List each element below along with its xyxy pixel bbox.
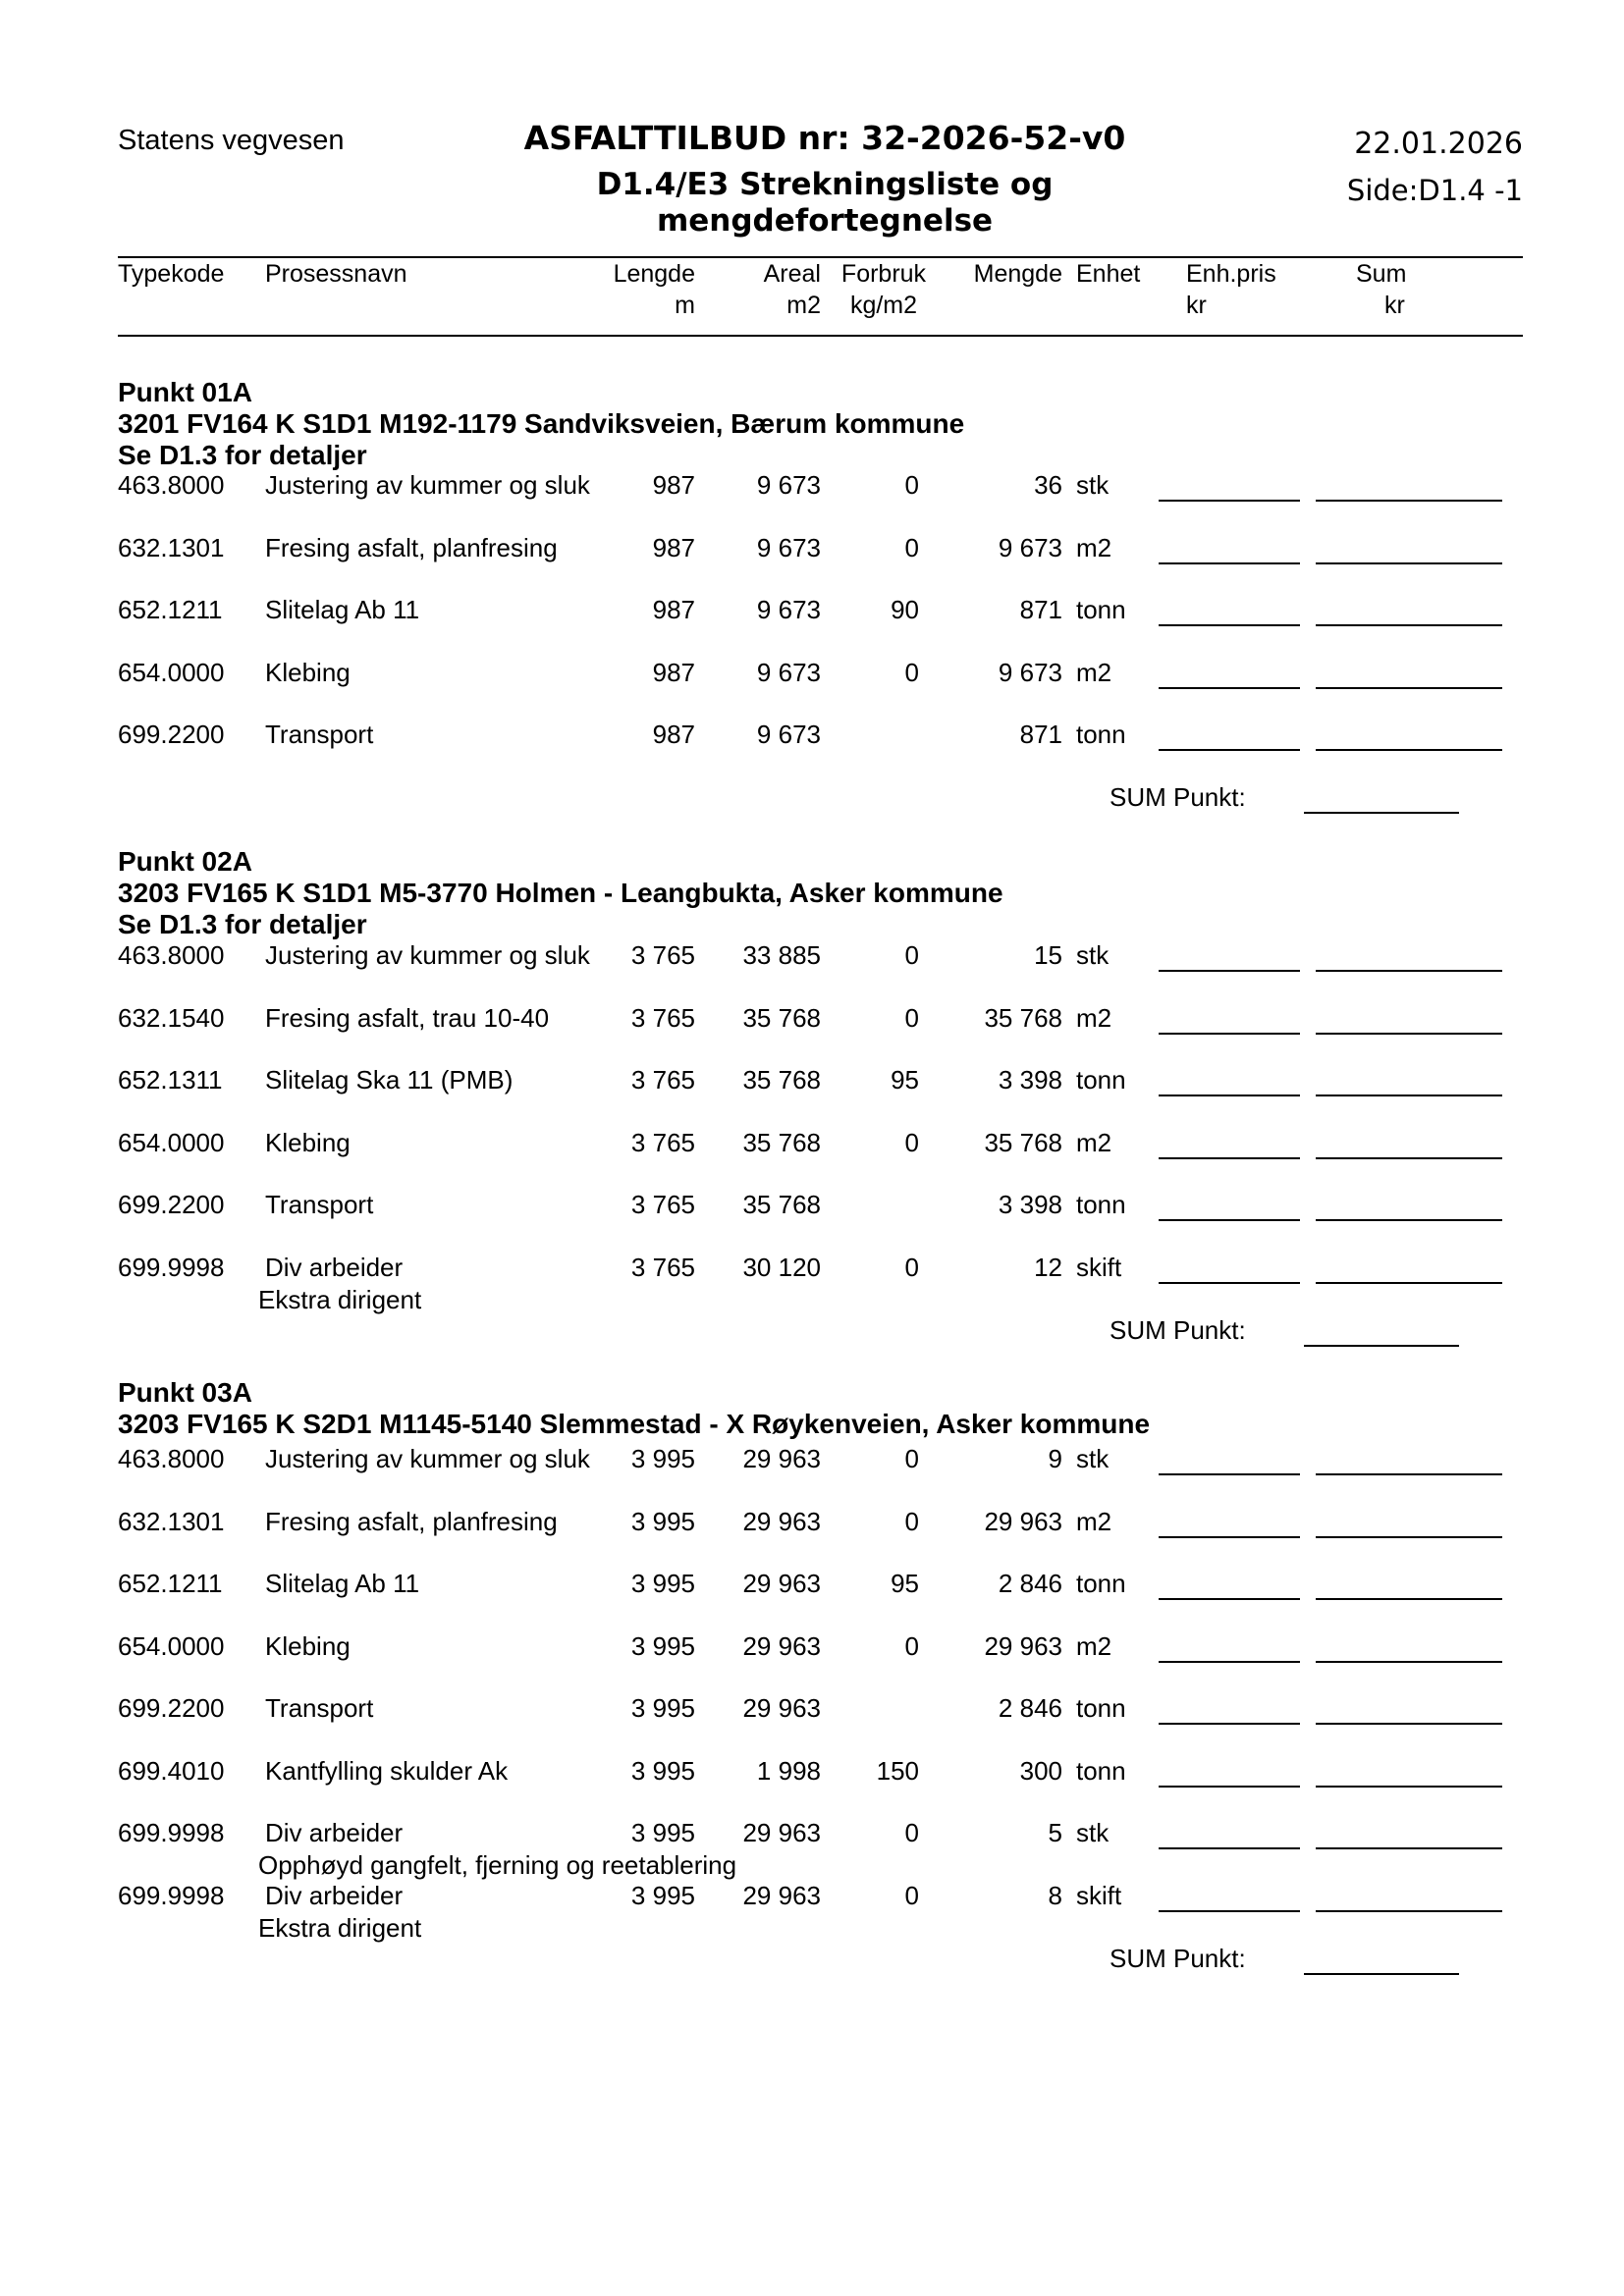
table-row bbox=[0, 1818, 1624, 1851]
item-code: 654.0000 bbox=[118, 1127, 225, 1157]
unit-price-blank[interactable] bbox=[1159, 1282, 1300, 1284]
item-enhet: skift bbox=[1076, 1880, 1122, 1910]
sum-blank[interactable] bbox=[1316, 749, 1502, 751]
col-enhpris: Enh.pris bbox=[1186, 260, 1276, 288]
detail-reference: Se D1.3 for detaljer bbox=[118, 440, 367, 470]
item-name: Slitelag Ska 11 (PMB) bbox=[265, 1065, 514, 1095]
route-description: 3203 FV165 K S2D1 M1145-5140 Slemmestad - X Røykenveien, Asker kommune bbox=[118, 1409, 1151, 1439]
sum-blank[interactable] bbox=[1316, 624, 1502, 626]
unit-price-blank[interactable] bbox=[1159, 1723, 1300, 1725]
sum-punkt-label: SUM Punkt: bbox=[1110, 1315, 1246, 1345]
item-code: 699.9998 bbox=[118, 1880, 225, 1910]
table-row bbox=[0, 1190, 1624, 1223]
unit-price-blank[interactable] bbox=[1159, 1095, 1300, 1096]
table-row bbox=[0, 1003, 1624, 1037]
item-name: Klebing bbox=[265, 1127, 351, 1157]
item-areal: 29 963 bbox=[742, 1569, 821, 1598]
table-row bbox=[0, 1128, 1624, 1161]
organization-name: Statens vegvesen bbox=[118, 125, 345, 156]
item-lengde: 987 bbox=[652, 532, 695, 562]
table-row bbox=[0, 1507, 1624, 1540]
document-subtitle-line1: D1.4/E3 Strekningsliste og bbox=[596, 167, 1054, 202]
item-mengde: 3 398 bbox=[998, 1190, 1062, 1219]
sum-blank[interactable] bbox=[1316, 1786, 1502, 1788]
item-mengde: 12 bbox=[1034, 1252, 1062, 1282]
table-row bbox=[0, 720, 1624, 753]
item-forbruk: 90 bbox=[891, 595, 919, 624]
sum-punkt-label: SUM Punkt: bbox=[1110, 1944, 1246, 1973]
item-lengde: 3 995 bbox=[630, 1755, 695, 1786]
punkt-heading: Punkt 02A bbox=[118, 846, 252, 877]
item-forbruk: 0 bbox=[904, 1880, 919, 1910]
item-forbruk: 0 bbox=[904, 1252, 919, 1282]
item-lengde: 3 765 bbox=[630, 1252, 695, 1282]
col-mengde: Mengde bbox=[973, 260, 1062, 288]
item-code: 652.1211 bbox=[118, 595, 223, 624]
item-code: 699.2200 bbox=[118, 1190, 225, 1219]
punkt-heading: Punkt 01A bbox=[118, 377, 252, 407]
sum-blank[interactable] bbox=[1316, 1723, 1502, 1725]
item-areal: 9 673 bbox=[756, 657, 821, 687]
item-enhet: m2 bbox=[1076, 1127, 1112, 1157]
item-name: Fresing asfalt, planfresing bbox=[265, 1506, 558, 1536]
item-enhet: tonn bbox=[1076, 720, 1126, 749]
col-forbruk-unit: kg/m2 bbox=[849, 292, 918, 319]
table-row bbox=[0, 1253, 1624, 1286]
item-forbruk: 0 bbox=[904, 532, 919, 562]
item-areal: 1 998 bbox=[756, 1755, 821, 1786]
unit-price-blank[interactable] bbox=[1159, 749, 1300, 751]
item-note: Opphøyd gangfelt, fjerning og reetablering bbox=[258, 1850, 737, 1880]
item-enhet: tonn bbox=[1076, 1190, 1126, 1219]
unit-price-blank[interactable] bbox=[1159, 1473, 1300, 1475]
document-title: ASFALTTILBUD nr: 32-2026-52-v0 bbox=[523, 119, 1126, 157]
item-mengde: 15 bbox=[1034, 940, 1062, 970]
item-enhet: skift bbox=[1076, 1252, 1122, 1282]
item-lengde: 987 bbox=[652, 657, 695, 687]
item-forbruk: 0 bbox=[904, 1506, 919, 1536]
item-name: Transport bbox=[265, 1693, 374, 1723]
sum-blank[interactable] bbox=[1316, 1598, 1502, 1600]
item-mengde: 35 768 bbox=[984, 1002, 1062, 1033]
unit-price-blank[interactable] bbox=[1159, 1598, 1300, 1600]
unit-price-blank[interactable] bbox=[1159, 1219, 1300, 1221]
item-code: 699.9998 bbox=[118, 1818, 225, 1847]
sum-blank[interactable] bbox=[1316, 1661, 1502, 1663]
item-name: Div arbeider bbox=[265, 1818, 404, 1847]
item-forbruk: 150 bbox=[876, 1755, 919, 1786]
detail-reference: Se D1.3 for detaljer bbox=[118, 909, 367, 939]
document-date: 22.01.2026 bbox=[1354, 127, 1523, 161]
sum-blank[interactable] bbox=[1316, 687, 1502, 689]
unit-price-blank[interactable] bbox=[1159, 500, 1300, 502]
item-name: Kantfylling skulder Ak bbox=[265, 1755, 509, 1786]
unit-price-blank[interactable] bbox=[1159, 1847, 1300, 1849]
unit-price-blank[interactable] bbox=[1159, 1786, 1300, 1788]
document-subtitle-line2: mengdefortegnelse bbox=[656, 203, 994, 239]
col-enhet: Enhet bbox=[1076, 260, 1141, 288]
item-lengde: 3 995 bbox=[630, 1569, 695, 1598]
item-enhet: m2 bbox=[1076, 657, 1112, 687]
col-forbruk: Forbruk bbox=[840, 260, 927, 288]
table-row bbox=[0, 1693, 1624, 1727]
item-name: Slitelag Ab 11 bbox=[265, 595, 420, 624]
item-code: 632.1301 bbox=[118, 1506, 225, 1536]
item-enhet: tonn bbox=[1076, 1693, 1126, 1723]
item-name: Klebing bbox=[265, 657, 351, 687]
item-enhet: m2 bbox=[1076, 1506, 1112, 1536]
col-areal: Areal bbox=[763, 260, 821, 288]
item-areal: 29 963 bbox=[742, 1444, 821, 1473]
item-lengde: 3 765 bbox=[630, 1002, 695, 1033]
item-lengde: 3 995 bbox=[630, 1818, 695, 1847]
item-name: Slitelag Ab 11 bbox=[265, 1569, 420, 1598]
unit-price-blank[interactable] bbox=[1159, 624, 1300, 626]
table-row bbox=[0, 1065, 1624, 1098]
item-forbruk: 95 bbox=[891, 1065, 919, 1095]
col-prosessnavn: Prosessnavn bbox=[265, 260, 407, 288]
item-code: 463.8000 bbox=[118, 1444, 225, 1473]
sum-blank[interactable] bbox=[1316, 1095, 1502, 1096]
sum-blank[interactable] bbox=[1316, 1536, 1502, 1538]
table-row bbox=[0, 470, 1624, 504]
item-forbruk: 0 bbox=[904, 1444, 919, 1473]
item-forbruk: 0 bbox=[904, 1818, 919, 1847]
item-enhet: m2 bbox=[1076, 1630, 1112, 1661]
item-enhet: tonn bbox=[1076, 595, 1126, 624]
item-lengde: 3 995 bbox=[630, 1506, 695, 1536]
item-name: Transport bbox=[265, 1190, 374, 1219]
item-areal: 35 768 bbox=[742, 1190, 821, 1219]
header-top-rule bbox=[118, 256, 1523, 258]
item-note: Ekstra dirigent bbox=[258, 1912, 422, 1943]
item-name: Justering av kummer og sluk bbox=[265, 940, 590, 970]
item-note: Ekstra dirigent bbox=[258, 1284, 422, 1314]
item-enhet: m2 bbox=[1076, 532, 1112, 562]
item-areal: 35 768 bbox=[742, 1002, 821, 1033]
item-lengde: 987 bbox=[652, 720, 695, 749]
col-lengde-unit: m bbox=[675, 292, 695, 319]
page-number: Side:D1.4 -1 bbox=[1346, 174, 1523, 207]
item-mengde: 9 bbox=[1048, 1444, 1062, 1473]
unit-price-blank[interactable] bbox=[1159, 562, 1300, 564]
col-sum: Sum bbox=[1356, 260, 1407, 288]
item-areal: 29 963 bbox=[742, 1693, 821, 1723]
item-areal: 29 963 bbox=[742, 1506, 821, 1536]
item-mengde: 3 398 bbox=[998, 1065, 1062, 1095]
item-lengde: 3 995 bbox=[630, 1880, 695, 1910]
unit-price-blank[interactable] bbox=[1159, 1033, 1300, 1035]
item-areal: 29 963 bbox=[742, 1880, 821, 1910]
sum-blank[interactable] bbox=[1316, 1282, 1502, 1284]
col-areal-unit: m2 bbox=[786, 292, 821, 319]
table-row bbox=[0, 595, 1624, 628]
item-mengde: 9 673 bbox=[998, 657, 1062, 687]
item-lengde: 3 995 bbox=[630, 1630, 695, 1661]
item-enhet: stk bbox=[1076, 470, 1110, 500]
unit-price-blank[interactable] bbox=[1159, 687, 1300, 689]
item-enhet: stk bbox=[1076, 1818, 1110, 1847]
item-areal: 9 673 bbox=[756, 720, 821, 749]
item-code: 699.4010 bbox=[118, 1755, 225, 1786]
item-areal: 9 673 bbox=[756, 595, 821, 624]
punkt-heading: Punkt 03A bbox=[118, 1377, 252, 1408]
sum-blank[interactable] bbox=[1316, 500, 1502, 502]
table-row bbox=[0, 1569, 1624, 1602]
col-lengde: Lengde bbox=[613, 260, 695, 288]
item-name: Fresing asfalt, trau 10-40 bbox=[265, 1002, 550, 1033]
item-name: Justering av kummer og sluk bbox=[265, 470, 590, 500]
item-forbruk: 0 bbox=[904, 470, 919, 500]
table-row bbox=[0, 1444, 1624, 1477]
sum-blank[interactable] bbox=[1316, 1473, 1502, 1475]
item-forbruk: 0 bbox=[904, 657, 919, 687]
item-forbruk: 0 bbox=[904, 940, 919, 970]
item-code: 654.0000 bbox=[118, 657, 225, 687]
item-forbruk: 0 bbox=[904, 1127, 919, 1157]
sum-blank[interactable] bbox=[1316, 1157, 1502, 1159]
item-areal: 9 673 bbox=[756, 470, 821, 500]
table-row bbox=[0, 533, 1624, 566]
route-description: 3201 FV164 K S1D1 M192-1179 Sandviksveien, Bærum kommune bbox=[118, 408, 965, 439]
unit-price-blank[interactable] bbox=[1159, 970, 1300, 972]
sum-blank[interactable] bbox=[1316, 1219, 1502, 1221]
item-forbruk: 0 bbox=[904, 1002, 919, 1033]
item-code: 699.2200 bbox=[118, 1693, 225, 1723]
item-code: 699.2200 bbox=[118, 720, 225, 749]
col-typekode: Typekode bbox=[118, 260, 225, 288]
table-row bbox=[0, 940, 1624, 974]
item-code: 652.1311 bbox=[118, 1065, 223, 1095]
item-lengde: 3 995 bbox=[630, 1444, 695, 1473]
item-mengde: 8 bbox=[1048, 1880, 1062, 1910]
item-mengde: 29 963 bbox=[984, 1630, 1062, 1661]
item-name: Div arbeider bbox=[265, 1252, 404, 1282]
unit-price-blank[interactable] bbox=[1159, 1157, 1300, 1159]
item-mengde: 29 963 bbox=[984, 1506, 1062, 1536]
item-name: Justering av kummer og sluk bbox=[265, 1444, 590, 1473]
item-forbruk: 0 bbox=[904, 1630, 919, 1661]
item-lengde: 3 995 bbox=[630, 1693, 695, 1723]
sum-blank[interactable] bbox=[1316, 970, 1502, 972]
item-lengde: 3 765 bbox=[630, 1190, 695, 1219]
col-sum-unit: kr bbox=[1384, 292, 1405, 319]
table-row bbox=[0, 1756, 1624, 1789]
sum-blank[interactable] bbox=[1316, 1910, 1502, 1912]
route-description: 3203 FV165 K S1D1 M5-3770 Holmen - Leangbukta, Asker kommune bbox=[118, 878, 1003, 908]
sum-punkt-blank[interactable] bbox=[1304, 812, 1459, 814]
item-lengde: 3 765 bbox=[630, 940, 695, 970]
item-areal: 35 768 bbox=[742, 1127, 821, 1157]
sum-punkt-label: SUM Punkt: bbox=[1110, 782, 1246, 812]
item-areal: 30 120 bbox=[742, 1252, 821, 1282]
item-code: 654.0000 bbox=[118, 1630, 225, 1661]
table-row bbox=[0, 1631, 1624, 1665]
item-mengde: 5 bbox=[1048, 1818, 1062, 1847]
item-lengde: 987 bbox=[652, 470, 695, 500]
sum-punkt-blank[interactable] bbox=[1304, 1973, 1459, 1975]
header-bottom-rule bbox=[118, 335, 1523, 337]
item-areal: 35 768 bbox=[742, 1065, 821, 1095]
sum-blank[interactable] bbox=[1316, 1847, 1502, 1849]
item-mengde: 2 846 bbox=[998, 1569, 1062, 1598]
item-areal: 29 963 bbox=[742, 1818, 821, 1847]
item-areal: 9 673 bbox=[756, 532, 821, 562]
item-code: 632.1301 bbox=[118, 532, 225, 562]
item-name: Div arbeider bbox=[265, 1880, 404, 1910]
item-lengde: 3 765 bbox=[630, 1065, 695, 1095]
item-enhet: stk bbox=[1076, 1444, 1110, 1473]
table-row bbox=[0, 1881, 1624, 1914]
item-code: 699.9998 bbox=[118, 1252, 225, 1282]
item-code: 463.8000 bbox=[118, 940, 225, 970]
table-row bbox=[0, 658, 1624, 691]
item-name: Transport bbox=[265, 720, 374, 749]
item-mengde: 36 bbox=[1034, 470, 1062, 500]
item-lengde: 3 765 bbox=[630, 1127, 695, 1157]
item-mengde: 300 bbox=[1019, 1755, 1062, 1786]
item-name: Klebing bbox=[265, 1630, 351, 1661]
item-mengde: 35 768 bbox=[984, 1127, 1062, 1157]
unit-price-blank[interactable] bbox=[1159, 1910, 1300, 1912]
item-mengde: 871 bbox=[1019, 595, 1062, 624]
item-enhet: tonn bbox=[1076, 1569, 1126, 1598]
item-areal: 33 885 bbox=[742, 940, 821, 970]
col-enhpris-unit: kr bbox=[1186, 292, 1207, 319]
unit-price-blank[interactable] bbox=[1159, 1536, 1300, 1538]
item-lengde: 987 bbox=[652, 595, 695, 624]
item-mengde: 2 846 bbox=[998, 1693, 1062, 1723]
unit-price-blank[interactable] bbox=[1159, 1661, 1300, 1663]
item-code: 632.1540 bbox=[118, 1002, 225, 1033]
item-enhet: stk bbox=[1076, 940, 1110, 970]
item-forbruk: 95 bbox=[891, 1569, 919, 1598]
item-mengde: 9 673 bbox=[998, 532, 1062, 562]
sum-blank[interactable] bbox=[1316, 1033, 1502, 1035]
item-code: 652.1211 bbox=[118, 1569, 223, 1598]
item-enhet: tonn bbox=[1076, 1065, 1126, 1095]
item-mengde: 871 bbox=[1019, 720, 1062, 749]
sum-punkt-blank[interactable] bbox=[1304, 1345, 1459, 1347]
item-areal: 29 963 bbox=[742, 1630, 821, 1661]
item-enhet: tonn bbox=[1076, 1755, 1126, 1786]
sum-blank[interactable] bbox=[1316, 562, 1502, 564]
item-name: Fresing asfalt, planfresing bbox=[265, 532, 558, 562]
item-code: 463.8000 bbox=[118, 470, 225, 500]
item-enhet: m2 bbox=[1076, 1002, 1112, 1033]
